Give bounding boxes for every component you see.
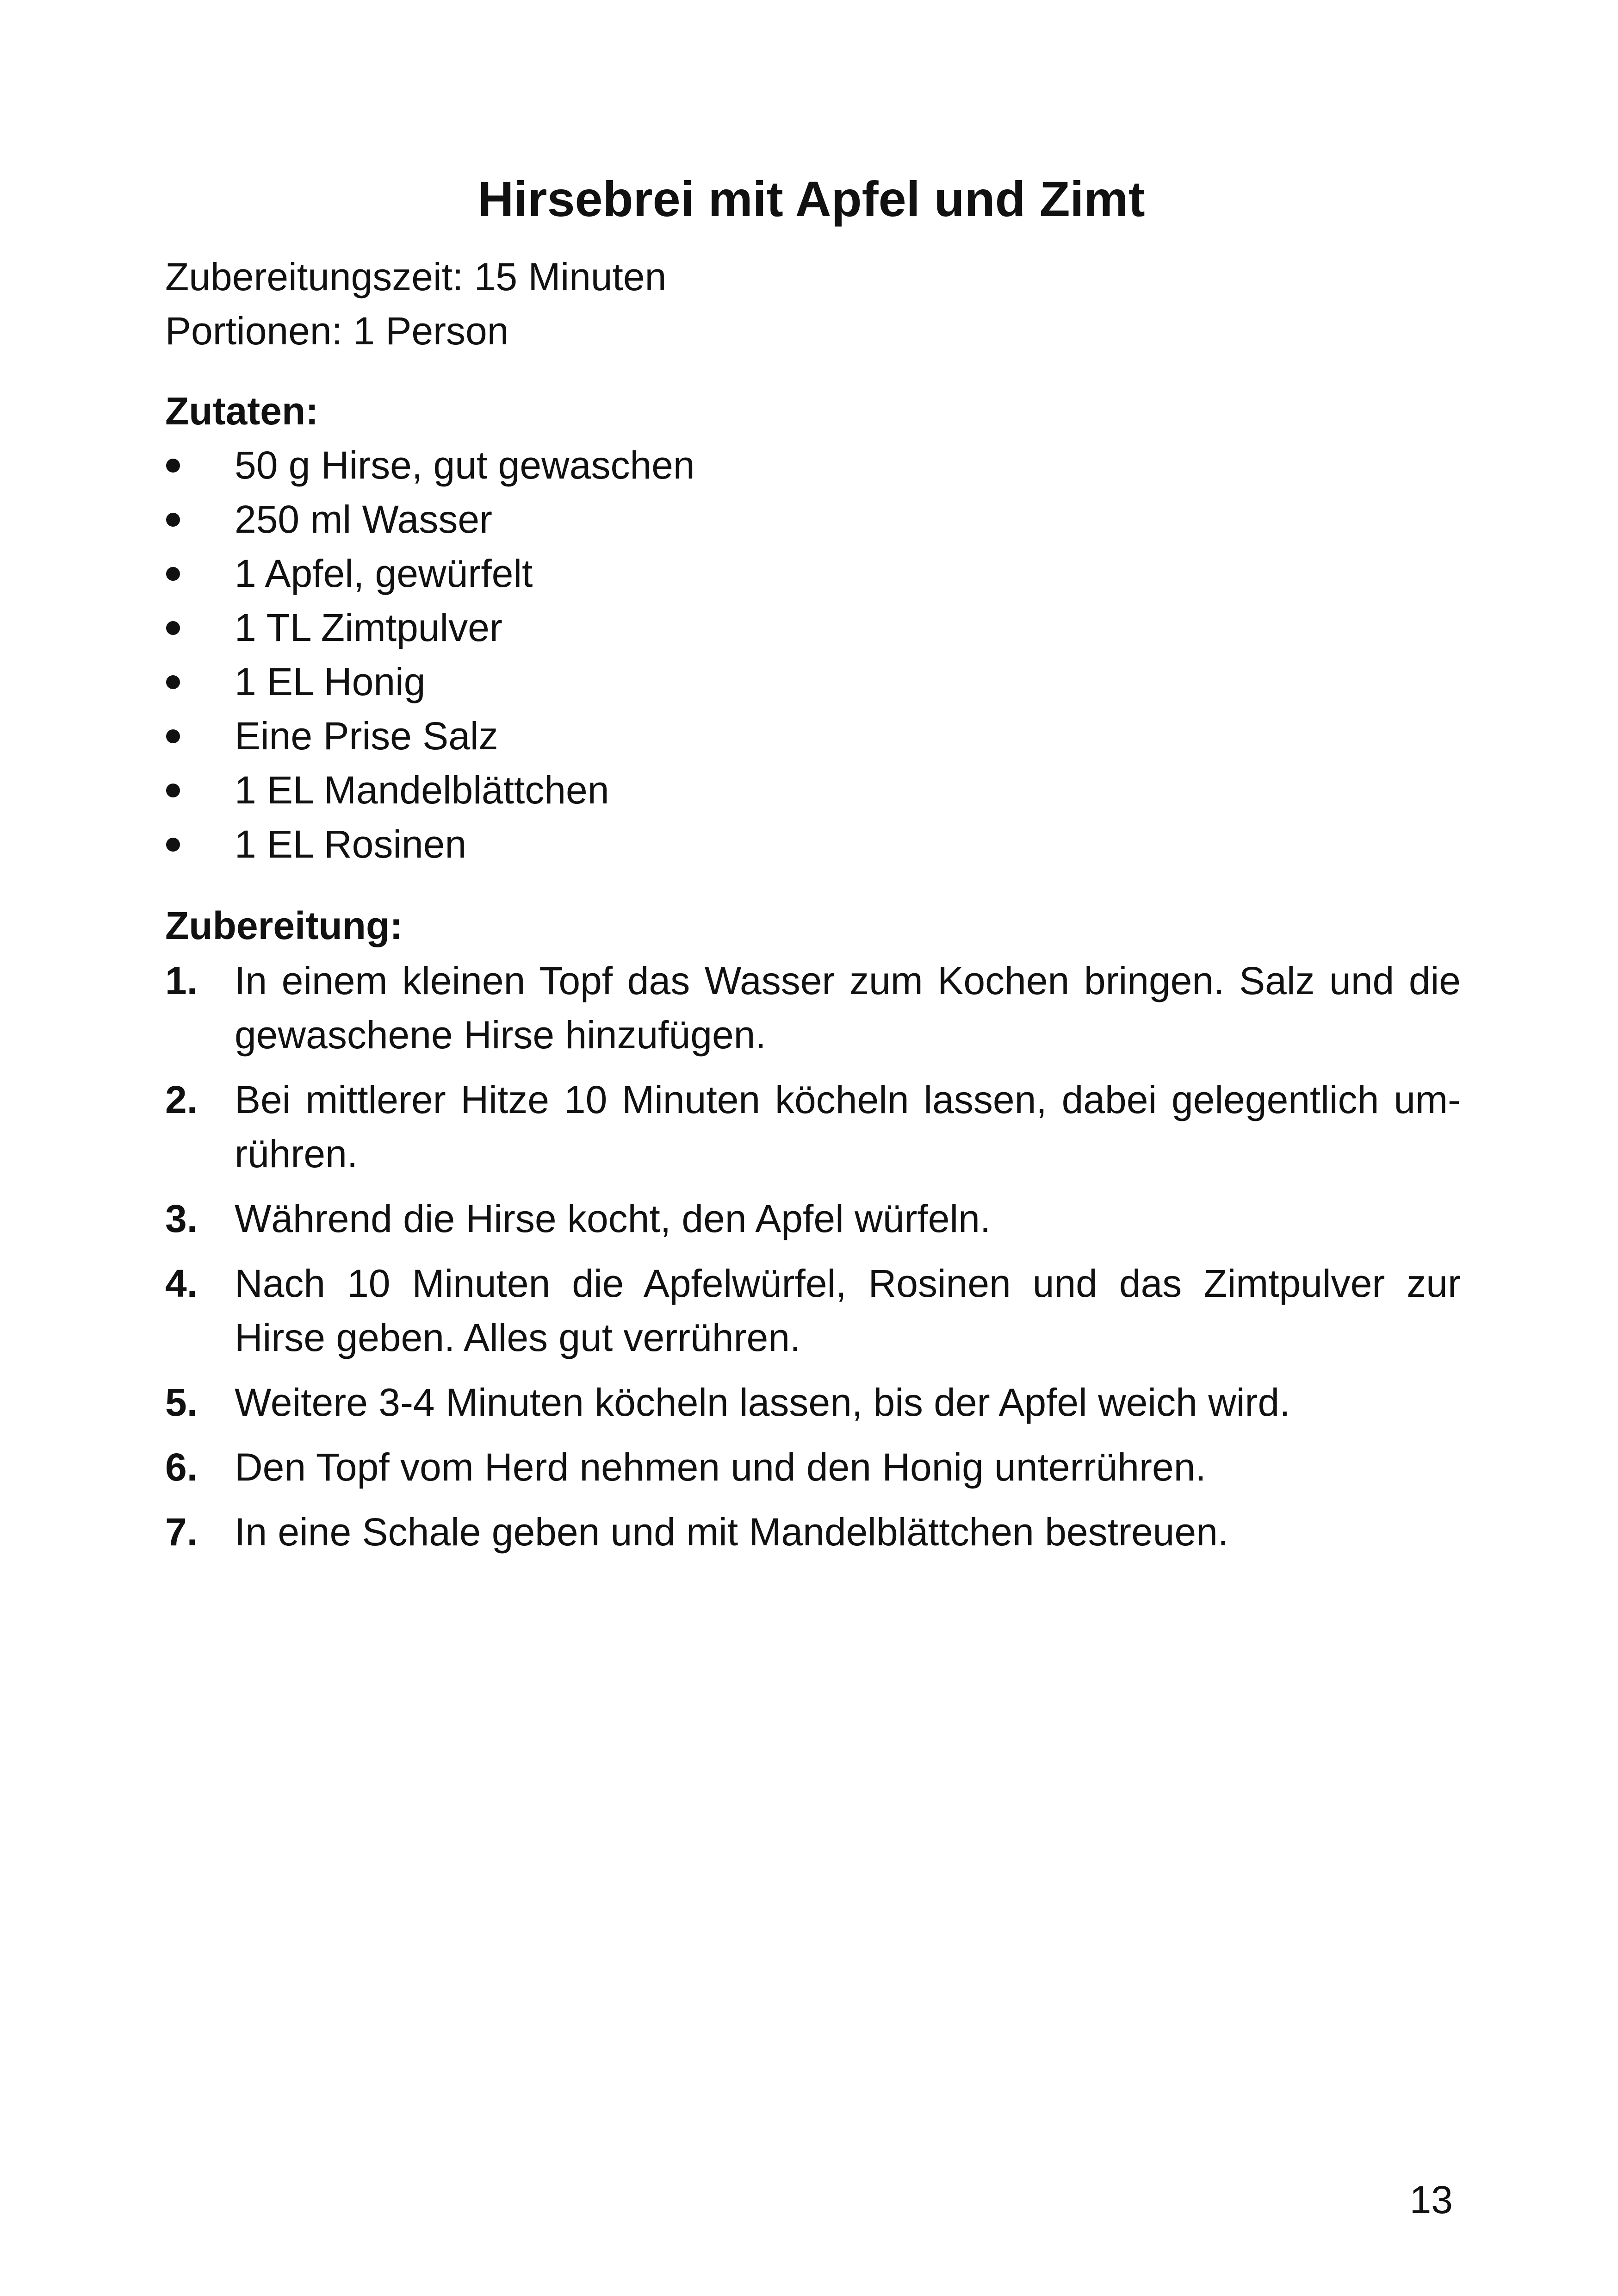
bullet-dot-icon	[166, 621, 180, 635]
ingredient-item	[165, 817, 1461, 871]
step-number: 4.	[165, 1262, 198, 1305]
ingredient-item	[165, 492, 1461, 547]
prep-time: Zubereitungszeit: 15 Minuten	[165, 255, 667, 299]
ingredient-item	[165, 763, 1461, 817]
step-text: In einem kleinen Topf das Wasser zum Kochen bringen. Salz und die gewaschene Hirse hinzufügen.	[235, 959, 1461, 1057]
step-text: In eine Schale geben und mit Mandelblättchen bestreuen.	[235, 1510, 1229, 1554]
bullet-dot-icon	[166, 675, 180, 689]
recipe-meta	[165, 250, 666, 358]
bullet-dot-icon	[166, 513, 180, 527]
step-number: 2.	[165, 1078, 198, 1121]
ingredient-text: 250 ml Wasser	[235, 498, 493, 541]
page-number: 13	[1409, 2178, 1453, 2221]
step-number: 3.	[165, 1197, 198, 1240]
servings: Portionen: 1 Person	[165, 309, 509, 353]
step-text: Weitere 3-4 Minuten köcheln lassen, bis der Apfel weich wird.	[235, 1381, 1290, 1424]
step-number: 5.	[165, 1381, 198, 1424]
ingredient-text: Eine Prise Salz	[235, 714, 498, 758]
step-text: Während die Hirse kocht, den Apfel würfeln.	[235, 1197, 991, 1240]
step-item	[165, 1505, 1461, 1559]
ingredients-heading: Zutaten:	[165, 389, 319, 433]
steps-heading: Zubereitung:	[165, 904, 403, 947]
ingredient-text: 1 Apfel, gewürfelt	[235, 552, 533, 595]
step-item	[165, 954, 1461, 1062]
ingredient-text: 1 EL Rosinen	[235, 822, 467, 866]
step-number: 7.	[165, 1510, 198, 1554]
step-number: 6.	[165, 1445, 198, 1489]
step-text: Den Topf vom Herd nehmen und den Honig unterrühren.	[235, 1445, 1206, 1489]
step-item	[165, 1440, 1461, 1494]
ingredient-item	[165, 601, 1461, 655]
bullet-dot-icon	[166, 459, 180, 473]
bullet-dot-icon	[166, 567, 180, 581]
bullet-dot-icon	[166, 729, 180, 743]
ingredient-text: 1 TL Zimtpulver	[235, 606, 502, 649]
step-item	[165, 1257, 1461, 1365]
ingredient-text: 1 EL Honig	[235, 660, 426, 703]
ingredient-item	[165, 438, 1461, 492]
ingredient-item	[165, 709, 1461, 763]
ingredient-item	[165, 547, 1461, 601]
steps-list	[165, 954, 1461, 1570]
ingredient-text: 1 EL Mandelblättchen	[235, 768, 609, 812]
step-item	[165, 1375, 1461, 1430]
recipe-title: Hirsebrei mit Apfel und Zimt	[477, 171, 1145, 227]
ingredient-item	[165, 655, 1461, 709]
step-number: 1.	[165, 959, 198, 1002]
ingredients-list	[165, 438, 1461, 871]
step-text: Bei mittlerer Hitze 10 Minuten köcheln lassen, dabei gelegentlich umrühren.	[235, 1078, 1461, 1176]
step-item	[165, 1073, 1461, 1181]
bullet-dot-icon	[166, 784, 180, 797]
step-text: Nach 10 Minuten die Apfelwürfel, Rosinen und das Zimtpulver zur Hirse geben. Alles gut verrühren.	[235, 1262, 1461, 1359]
bullet-dot-icon	[166, 838, 180, 852]
step-item	[165, 1192, 1461, 1246]
ingredient-text: 50 g Hirse, gut gewaschen	[235, 443, 695, 487]
